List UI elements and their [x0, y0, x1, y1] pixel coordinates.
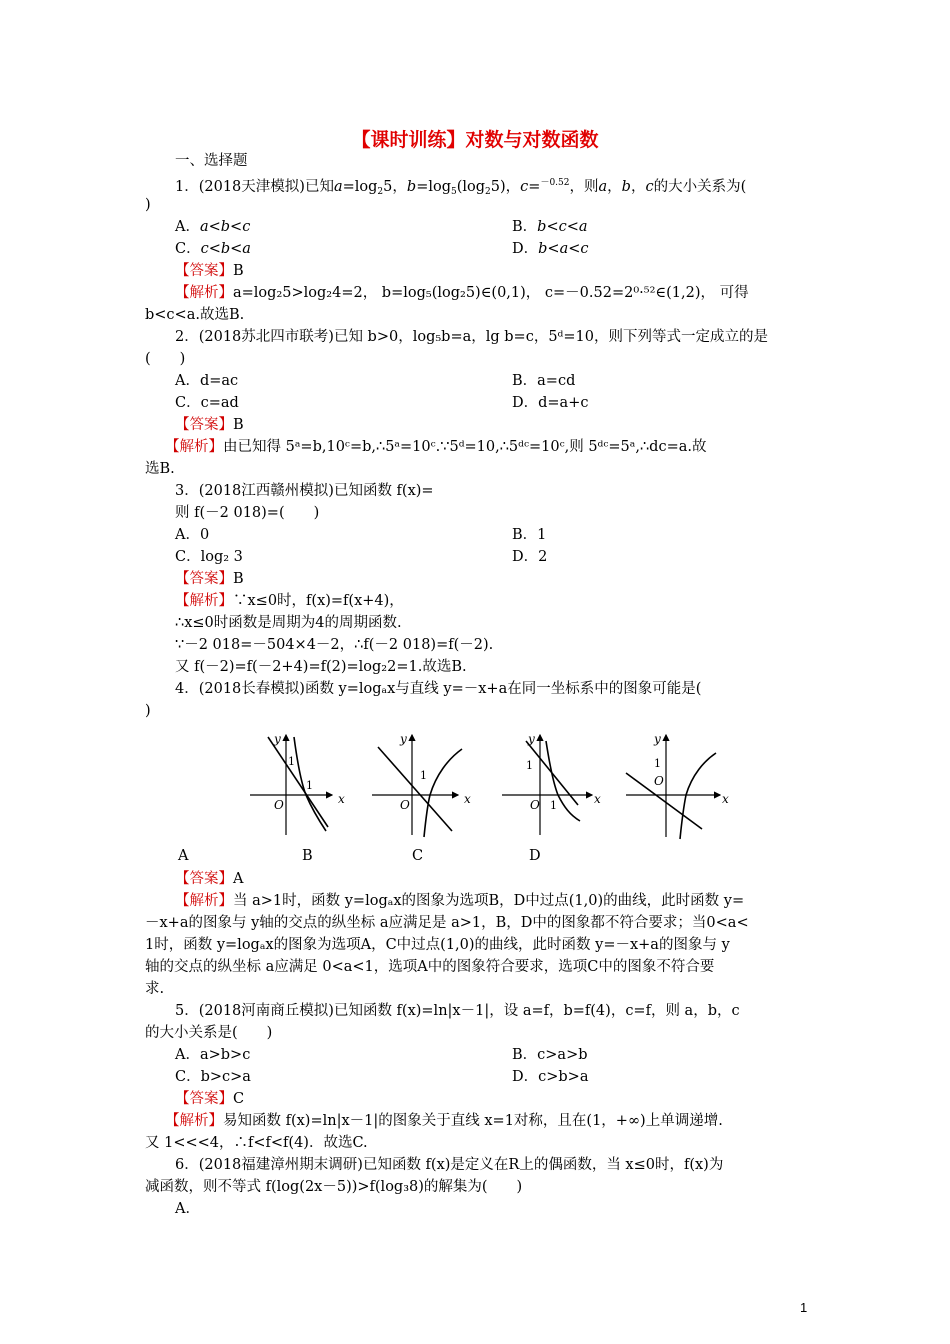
q6-stem-2: 减函数，则不等式 f(log(2x－5))>f(log₃8)的解集为( ): [145, 1179, 523, 1195]
q1-option-c-text: c<b<a: [200, 241, 251, 257]
graph-b-y-label: y: [400, 732, 407, 746]
q5-analysis-tag: 【解析】: [165, 1113, 223, 1129]
graph-d-y-label: y: [654, 732, 661, 746]
q5-option-c: C．b>c>a: [175, 1069, 251, 1085]
graph-c-x-label: x: [594, 792, 601, 806]
q3-option-c: C．log₂ 3: [175, 549, 243, 565]
q3-analysis-4: 又 f(－2)=f(－2+4)=f(2)=log₂2=1.故选B.: [175, 659, 467, 675]
q4-analysis-tag: 【解析】: [175, 893, 233, 909]
q1-stem-f: 5)，: [490, 179, 521, 195]
graph-c: [502, 732, 601, 835]
q2-option-b: B．a=cd: [512, 373, 576, 389]
q3-answer: [175, 569, 244, 589]
q5-stem-2: 的大小关系是( ): [145, 1025, 273, 1041]
q2-option-d: D．d=a+c: [512, 395, 589, 411]
q4-graphs-figure: [240, 727, 760, 847]
graph-a-y-label: y: [274, 732, 281, 746]
q4-answer-tag: 【答案】: [175, 871, 233, 887]
q5-answer-tag: 【答案】: [175, 1091, 233, 1107]
graph-a: [250, 732, 345, 835]
graph-b-log-curve: [424, 749, 462, 837]
graph-a-line: [268, 737, 328, 827]
q4-stem-2: ): [145, 703, 151, 719]
q4-answer: [175, 869, 243, 889]
graph-a-origin: O: [274, 798, 284, 812]
q4-analysis-4: 轴的交点的纵坐标 a应满足 0<a<1，选项A中的图象符合要求，选项C中的图象不符合要: [145, 959, 715, 975]
q1-stem-b: =log: [342, 179, 378, 195]
q4-analysis-2: －x+a的图象与 y轴的交点的纵坐标 a应满足是 a>1，B，D中的图象都不符合要求；当0<a<: [145, 915, 749, 931]
q1-option-a: [175, 217, 250, 237]
q4-stem-1: 4．(2018长春模拟)函数 y=logₐx与直线 y=－x+a在同一坐标系中的图象可能是(: [175, 681, 702, 697]
q4-analysis-3: 1时，函数 y=logₐx的图象为选项A，C中过点(1,0)的曲线，此时函数 y=－x+a的图象与 y: [145, 937, 730, 953]
q1-stem-d: =log: [416, 179, 451, 195]
q1-analysis-2: b<c<a.故选B.: [145, 307, 245, 323]
graph-a-tick-x: 1: [306, 779, 313, 792]
q3-answer-tag: 【答案】: [175, 571, 233, 587]
q3-analysis-text-1: ∵x≤0时，f(x)=f(x+4)，: [233, 593, 404, 609]
q1-option-c-label: C．: [175, 241, 201, 257]
graph-d-x-label: x: [722, 792, 729, 806]
q1-option-b-label: B．: [512, 219, 538, 235]
q2-option-c: C．c=ad: [175, 395, 239, 411]
q2-analysis-2: 选B.: [145, 461, 175, 477]
q5-answer: [175, 1089, 244, 1109]
q5-analysis-text-1: 易知函数 f(x)=ln|x－1|的图象关于直线 x=1对称，且在(1，+∞)上单调递增.: [223, 1113, 723, 1129]
page-title: 【课时训练】对数与对数函数: [351, 129, 599, 151]
q2-stem-2: ( ): [145, 351, 186, 367]
q1-stem-c: 5，: [383, 179, 407, 195]
q1-stem-g: =: [528, 179, 541, 195]
q2-analysis-text-1: 由已知得 5ᵃ=b,10ᶜ=b,∴5ᵃ=10ᶜ.∵5ᵈ=10,∴5ᵈᶜ=10ᶜ,则 5ᵈᶜ=5ᵃ,∴dc=a.故: [223, 439, 707, 455]
q4-answer-value: A: [233, 871, 244, 887]
graph-d-origin: O: [654, 774, 664, 788]
q1-option-b-text: b<c<a: [537, 219, 588, 235]
q6-option-a: A．: [175, 1201, 200, 1217]
graph-d: [626, 732, 729, 839]
graph-b-line: [378, 747, 452, 831]
section-heading: 一、选择题: [175, 153, 248, 169]
q1-answer: [175, 261, 244, 281]
q4-label-d: D: [529, 848, 541, 864]
q1-stem: 1．(2018天津模拟)已知$a=\log_25$，$b=\log_5(\log_25)$，c=$^{-0.52}$，则a，b，c的大小关系为(: [175, 178, 747, 197]
q3-option-d: D．2: [512, 549, 548, 565]
q4-label-c: C: [412, 848, 424, 864]
q1-option-a-text: a<b<c: [199, 219, 251, 235]
q2-stem-1: 2．(2018苏北四市联考)已知 b>0，log₅b=a，lg b=c，5ᵈ=10，则下列等式一定成立的是: [175, 329, 768, 345]
q1-stem-h: －0.52: [540, 178, 570, 188]
graph-b-origin: O: [400, 798, 410, 812]
q5-option-b: B．c>a>b: [512, 1047, 588, 1063]
graph-c-tick-x: 1: [550, 799, 557, 812]
q1-option-a-label: A．: [175, 219, 200, 235]
q3-stem-1: 3．(2018江西赣州模拟)已知函数 f(x)=: [175, 483, 434, 499]
q2-answer-tag: 【答案】: [175, 417, 233, 433]
graph-b-x-label: x: [464, 792, 471, 806]
q4-analysis-1: [175, 891, 744, 911]
q2-answer: [175, 415, 244, 435]
q3-answer-value: B: [233, 571, 244, 587]
q3-option-b: B．1: [512, 527, 547, 543]
q4-label-a: A: [178, 848, 189, 864]
graph-a-tick-y: 1: [288, 755, 295, 768]
q3-analysis-tag: 【解析】: [175, 593, 233, 609]
q1-option-d: [512, 239, 589, 259]
q4-analysis-text-1: 当 a>1时，函数 y=logₐx的图象为选项B，D中过点(1,0)的曲线，此时函数 y=: [233, 893, 745, 909]
q5-option-d: D．c>b>a: [512, 1069, 589, 1085]
q1-stem-j: 的大小关系为(: [653, 179, 747, 195]
q1-stem-close: ): [145, 197, 151, 213]
q1-option-d-text: b<a<c: [538, 241, 589, 257]
graph-c-y-label: y: [528, 732, 535, 746]
q4-label-b: B: [302, 848, 313, 864]
q1-analysis-1: [175, 283, 749, 303]
q1-analysis-tag: 【解析】: [175, 285, 233, 301]
q1-answer-tag: 【答案】: [175, 263, 233, 279]
q2-analysis-1: [165, 437, 706, 457]
graph-c-origin: O: [530, 798, 540, 812]
q1-stem-a: 1．(2018天津模拟)已知: [175, 179, 334, 195]
q3-option-a: A．0: [175, 527, 210, 543]
q1-stem-e: (log: [456, 179, 486, 195]
q3-analysis-2: ∴x≤0时函数是周期为4的周期函数.: [175, 615, 402, 631]
q1-answer-value: B: [233, 263, 244, 279]
q1-option-c: [175, 239, 251, 259]
q2-option-a: A．d=ac: [175, 373, 239, 389]
q1-analysis-text-1: a=log₂5>log₂4=2， b=log₅(log₂5)∈(0,1)， c=－0.52=2⁰·⁵²∈(1,2)， 可得: [233, 285, 749, 301]
q5-option-a: A．a>b>c: [175, 1047, 251, 1063]
q4-analysis-5: 求.: [145, 981, 165, 997]
q5-analysis-1: [165, 1111, 723, 1131]
graph-a-x-label: x: [338, 792, 345, 806]
q2-answer-value: B: [233, 417, 244, 433]
graph-c-tick-y: 1: [526, 759, 533, 772]
graph-b: [372, 732, 471, 837]
graph-b-tick-x: 1: [420, 769, 427, 782]
q1-option-b: [512, 217, 588, 237]
q6-stem-1: 6．(2018福建漳州期末调研)已知函数 f(x)是定义在R上的偶函数，当 x≤0时，f(x)为: [175, 1157, 724, 1173]
page-number: 1: [800, 1300, 808, 1315]
q3-stem-2: 则 f(－2 018)=( ): [175, 505, 320, 521]
q5-answer-value: C: [233, 1091, 245, 1107]
q5-stem-1: 5．(2018河南商丘模拟)已知函数 f(x)=ln|x－1|，设 a=f，b=f(4)，c=f，则 a，b，c: [175, 1003, 740, 1019]
q5-analysis-2: 又 1<<<4，∴f<f<f(4)．故选C.: [145, 1135, 368, 1151]
q1-option-d-label: D．: [512, 241, 539, 257]
graph-d-tick-y: 1: [654, 757, 661, 770]
q3-analysis-3: ∵－2 018=－504×4－2，∴f(－2 018)=f(－2).: [175, 637, 494, 653]
q1-stem-i: ，则: [569, 179, 599, 195]
q2-analysis-tag: 【解析】: [165, 439, 223, 455]
q3-analysis-1: [175, 591, 404, 611]
